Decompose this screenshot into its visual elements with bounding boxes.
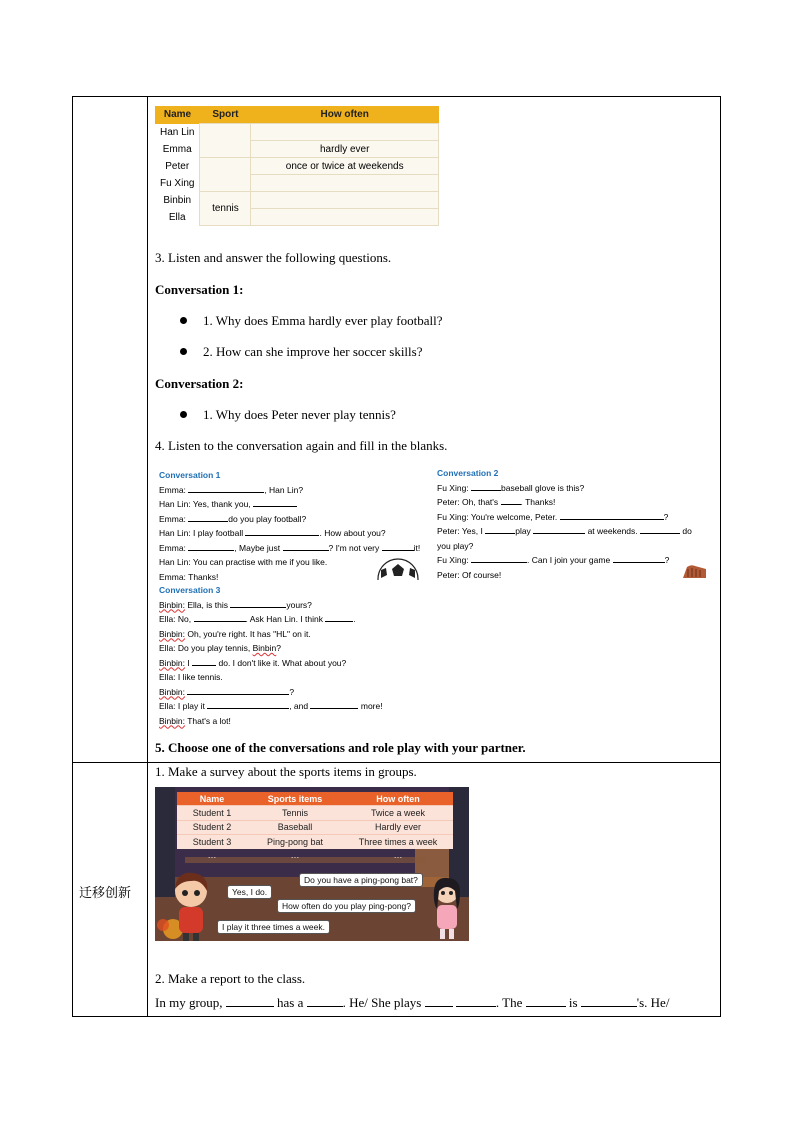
table-cell-often <box>251 209 439 226</box>
q3-heading: 3. Listen and answer the following questions. <box>155 250 392 265</box>
table-cell-often: once or twice at weekends <box>251 158 439 175</box>
dialogue-line: Binbin: Ella, is this yours? <box>159 599 312 610</box>
conv2-heading: Conversation 2: <box>155 376 244 391</box>
dialogue-line: Fu Xing: You're welcome, Peter. ? <box>437 511 669 522</box>
table-cell-often <box>251 175 439 192</box>
girl-character-icon <box>427 875 467 939</box>
c2-question-1: 1. Why does Peter never play tennis? <box>203 407 396 422</box>
survey-table <box>177 792 453 862</box>
dialogue-line: Han Lin: Yes, thank you, <box>159 497 429 512</box>
table-cell-name: Ella <box>155 209 200 226</box>
soccer-ball-icon <box>377 556 419 580</box>
dialogue-line: Ella: I play it , and more! <box>159 701 383 711</box>
report-sentence: In my group, has a . He/ She plays . The is 's. He/ <box>155 995 670 1010</box>
report-heading: 2. Make a report to the class. <box>155 971 306 986</box>
bullet-icon <box>180 317 187 324</box>
dialogue-line: Fu Xing: baseball glove is this? <box>437 482 585 493</box>
table-cell-name: Fu Xing <box>155 175 200 192</box>
dialogue-line: Binbin: I do. I don't like it. What about you? <box>159 657 347 668</box>
table-cell-often <box>251 124 439 141</box>
conversation-1-title: Conversation 1 <box>159 470 221 480</box>
row-divider <box>72 762 721 763</box>
dialogue-line: Ella: Do you play tennis, Binbin? <box>159 643 281 653</box>
dialogue-line: Ella: No, . Ask Han Lin. I think . <box>159 614 356 624</box>
table-cell-sport: tennis <box>200 192 251 226</box>
conversation-2-title: Conversation 2 <box>437 468 499 478</box>
table-row: Student 3 Ping-pong bat Three times a week <box>177 835 453 849</box>
table-cell-often <box>251 192 439 209</box>
table-row: … … … <box>207 850 403 861</box>
speech-bubble: Yes, I do. <box>227 885 272 899</box>
table-cell-sport <box>200 124 251 158</box>
sport-table <box>155 106 439 226</box>
survey-header-sport: Sports items <box>247 792 343 806</box>
table-cell-sport <box>200 158 251 192</box>
dialogue-line: Han Lin: You can practise with me if you like. <box>159 557 328 567</box>
dialogue-line: Binbin: Oh, you're right. It has "HL" on it. <box>159 628 311 639</box>
dialogue-line: Emma: , Maybe just ? I'm not very it! <box>159 542 421 553</box>
dialogue-line: Emma: do you play football? <box>159 513 307 524</box>
dialogue-line: you play? <box>437 540 474 551</box>
dialogue-line: Han Lin: I play football . How about you? <box>159 528 386 538</box>
table-row: Student 2 Baseball Hardly ever <box>177 820 453 835</box>
q5-heading: 5. Choose one of the conversations and role play with your partner. <box>155 740 526 755</box>
boy-character-icon <box>161 869 219 941</box>
dialogue-line: Emma: Thanks! <box>159 571 219 582</box>
header-name: Name <box>155 106 200 124</box>
q4-heading: 4. Listen to the conversation again and fill in the blanks. <box>155 438 448 453</box>
survey-illustration <box>155 787 469 941</box>
dialogue-line: Peter: Oh, that's . Thanks! <box>437 497 556 507</box>
speech-bubble: How often do you play ping-pong? <box>277 899 416 913</box>
conversation-3 <box>159 583 439 728</box>
dialogue-line: Peter: Of course! <box>437 569 502 580</box>
survey-header-name: Name <box>177 792 247 806</box>
c1-question-2: 2. How can she improve her soccer skills? <box>203 344 423 359</box>
dialogue-line: Ella: I like tennis. <box>159 672 223 682</box>
header-sport: Sport <box>200 106 251 124</box>
section-label: 迁移创新 <box>79 886 132 901</box>
dialogue-line: Binbin: ? <box>159 686 295 697</box>
dialogue-line: Binbin: That's a lot! <box>159 715 231 726</box>
bullet-icon <box>180 411 187 418</box>
header-how-often: How often <box>251 106 439 124</box>
column-divider <box>147 96 148 1017</box>
conversation-2 <box>437 466 712 582</box>
survey-heading: 1. Make a survey about the sports items in groups. <box>155 764 417 779</box>
speech-bubble: I play it three times a week. <box>217 920 330 934</box>
table-cell-name: Emma <box>155 141 200 158</box>
c1-question-1: 1. Why does Emma hardly ever play football? <box>203 313 443 328</box>
bullet-icon <box>180 348 187 355</box>
table-cell-name: Han Lin <box>155 124 200 141</box>
dialogue-line: Fu Xing: . Can I join your game ? <box>437 555 670 565</box>
table-cell-name: Peter <box>155 158 200 175</box>
survey-header-often: How often <box>343 792 453 806</box>
table-row: Student 1 Tennis Twice a week <box>177 806 453 821</box>
table-cell-name: Binbin <box>155 192 200 209</box>
table-cell-often: hardly ever <box>251 141 439 158</box>
baseball-glove-icon <box>682 564 707 578</box>
dialogue-line: Emma: , Han Lin? <box>159 484 304 495</box>
dialogue-line: Peter: Yes, I play at weekends. do <box>437 526 692 536</box>
speech-bubble: Do you have a ping-pong bat? <box>299 873 423 887</box>
conv1-heading: Conversation 1: <box>155 282 244 297</box>
conversation-3-title: Conversation 3 <box>159 585 221 595</box>
